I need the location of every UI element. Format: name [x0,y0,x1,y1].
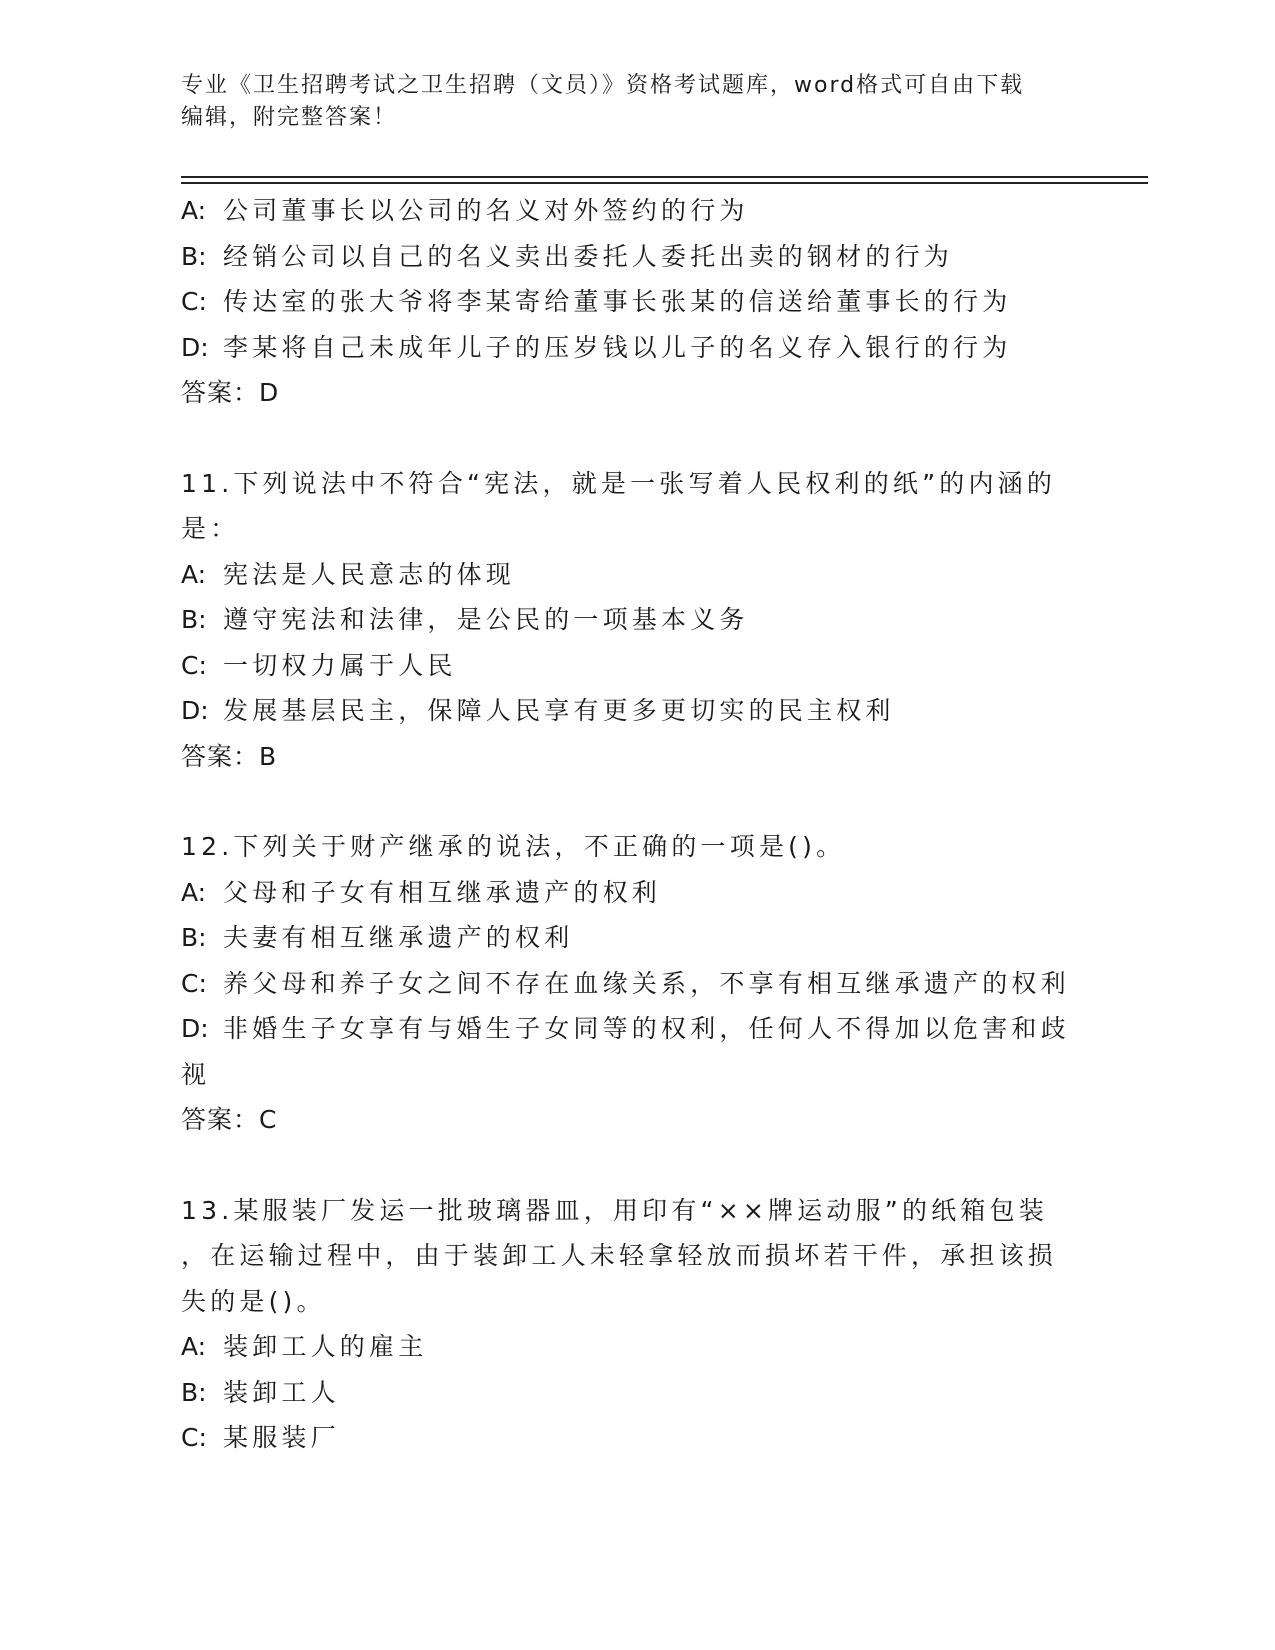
q12-option-d-continuation: 视 [181,1059,211,1089]
question-13 [181,1188,1071,1461]
prev-option-b [181,234,1071,280]
q11-option-a [181,552,1071,598]
prev-option-c [181,279,1071,325]
option-letter: D: [181,696,209,725]
q12-option-c [181,961,1071,1007]
document-header [181,70,1061,134]
q11-stem-line-1: 11.下列说法中不符合“宪法，就是一张写着人民权利的纸”的内涵的 [181,468,1057,498]
option-letter: C: [181,650,207,680]
option-letter: C: [181,1423,207,1452]
prev-option-d [181,325,1071,371]
q12-option-b [181,915,1071,961]
q11-option-c [181,643,1071,689]
option-text: 夫妻有相互继承遗产的权利 [223,923,574,952]
option-text: 李某将自己未成年儿子的压岁钱以儿子的名义存入银行的行为 [223,332,1012,362]
option-letter: C: [181,287,207,316]
option-letter: D: [181,1014,209,1043]
q13-option-b [181,1370,1071,1416]
q13-option-c [181,1415,1071,1461]
q13-stem-line-2: ，在运输过程中，由于装卸工人未轻拿轻放而损坏若干件，承担该损 [181,1241,1058,1270]
option-text: 发展基层民主，保障人民享有更多更切实的民主权利 [223,696,895,725]
option-text: 养父母和养子女之间不存在血缘关系，不享有相互继承遗产的权利 [223,968,1070,998]
option-letter: A: [181,196,207,225]
spacer [181,1143,1071,1188]
option-letter: D: [181,332,209,362]
option-text: 经销公司以自己的名义卖出委托人委托出卖的钢材的行为 [223,241,954,271]
option-text: 公司董事长以公司的名义对外签约的行为 [223,196,749,225]
q11-answer: 答案：B [181,741,278,771]
q12-answer: 答案：C [181,1105,278,1134]
q12-stem-line-1: 12.下列关于财产继承的说法，不正确的一项是()。 [181,832,846,861]
header-divider-bottom [181,182,1148,184]
header-line-2: 编辑，附完整答案！ [181,105,398,130]
option-text: 装卸工人 [223,1377,340,1407]
question-11 [181,461,1071,780]
option-text: 一切权力属于人民 [223,650,457,680]
spacer [181,416,1071,461]
option-letter: B: [181,1377,207,1407]
prev-option-a [181,188,1071,234]
prev-question [181,188,1071,416]
q11-stem-line-2: 是： [181,514,240,543]
option-text: 非婚生子女享有与婚生子女同等的权利，任何人不得加以危害和歧 [223,1014,1070,1043]
option-letter: A: [181,559,207,589]
header-divider-top [181,176,1148,178]
option-text: 宪法是人民意志的体现 [223,559,516,589]
q12-option-d [181,1006,1071,1052]
option-letter: B: [181,605,207,634]
option-letter: B: [181,923,207,952]
option-text: 传达室的张大爷将李某寄给董事长张某的信送给董事长的行为 [223,287,1012,316]
option-text: 父母和子女有相互继承遗产的权利 [223,877,662,907]
question-12 [181,824,1071,1143]
q11-option-d [181,688,1071,734]
prev-answer: 答案：D [181,378,280,407]
q13-option-a [181,1324,1071,1370]
q13-stem-line-3: 失的是()。 [181,1286,326,1316]
header-line-1: 专业《卫生招聘考试之卫生招聘（文员）》资格考试题库，word格式可自由下载 [181,73,1025,98]
question-content [181,188,1071,1461]
option-letter: A: [181,1332,207,1361]
option-text: 装卸工人的雇主 [223,1332,428,1361]
q11-option-b [181,597,1071,643]
q12-option-a [181,870,1071,916]
option-text: 遵守宪法和法律，是公民的一项基本义务 [223,605,749,634]
spacer [181,779,1071,824]
option-letter: C: [181,968,207,998]
option-letter: B: [181,241,207,271]
q13-stem-line-1: 13.某服装厂发运一批玻璃器皿，用印有“××牌运动服”的纸箱包装 [181,1195,1048,1225]
option-text: 某服装厂 [223,1423,340,1452]
option-letter: A: [181,877,207,907]
